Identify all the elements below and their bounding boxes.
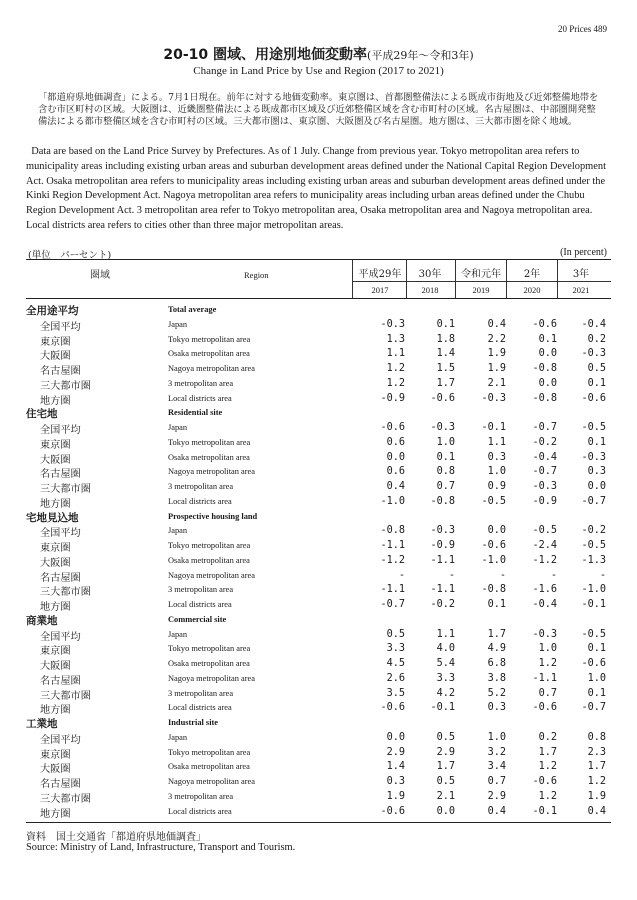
table-cell: 1.0: [487, 731, 506, 743]
source-ja: 資料 国土交通省「都道府県地価調査」: [26, 832, 206, 843]
table-cell: -: [599, 569, 606, 581]
header-year-en: 2020: [523, 285, 541, 295]
header-year-ja: 2年: [523, 269, 541, 280]
table-cell: -0.2: [430, 599, 455, 610]
table-cell: 0.5: [587, 363, 606, 374]
table-cell: -0.7: [581, 495, 606, 507]
table-row: [26, 465, 611, 480]
section-label-ja: 住宅地: [26, 408, 58, 421]
table-cell: -0.8: [481, 584, 506, 596]
row-label-ja: 名古屋圏: [40, 366, 81, 377]
header-column-divider: [455, 260, 456, 298]
section-header-row: [26, 613, 611, 628]
table-cell: -0.1: [532, 805, 557, 817]
row-label-ja: 地方圏: [40, 705, 71, 717]
table-cell: 0.9: [487, 481, 506, 492]
table-cell: 0.3: [587, 466, 606, 478]
table-cell: 0.0: [386, 731, 405, 743]
table-row: [26, 421, 611, 436]
table-cell: 1.2: [538, 761, 557, 773]
row-label-ja: 東京圏: [40, 543, 71, 554]
table-cell: -0.1: [430, 702, 455, 714]
table-cell: 1.9: [487, 363, 506, 374]
table-cell: 1.8: [436, 333, 455, 345]
table-row: [26, 657, 611, 672]
table-row: [26, 539, 611, 554]
row-label-en: Tokyo metropolitan area: [168, 747, 251, 757]
table-cell: 0.7: [487, 776, 506, 787]
table-cell: -0.7: [532, 466, 557, 478]
section-label-en: Commercial site: [168, 614, 227, 624]
table-row: [26, 392, 611, 407]
table-row: [26, 746, 611, 761]
row-label-en: Tokyo metropolitan area: [168, 334, 251, 344]
row-label-ja: 三大都市圏: [40, 793, 91, 805]
row-label-en: Japan: [168, 732, 188, 742]
table-row: [26, 569, 611, 584]
header-year-ja: 30年: [418, 269, 442, 280]
table-cell: 1.9: [587, 790, 606, 802]
table-cell: -0.6: [581, 392, 606, 404]
row-label-en: Japan: [168, 629, 188, 639]
section-label-ja: 商業地: [26, 614, 58, 627]
table-cell: 4.2: [436, 687, 455, 699]
table-cell: 3.2: [487, 746, 506, 758]
table-cell: 0.2: [587, 333, 606, 345]
table-cell: -0.6: [581, 658, 606, 669]
table-cell: 3.3: [386, 643, 405, 655]
running-head: 20 Prices 489: [558, 24, 607, 34]
table-row: [26, 760, 611, 775]
table-cell: -0.6: [532, 776, 557, 787]
table-cell: -0.9: [430, 540, 455, 551]
table-cell: 1.7: [487, 628, 506, 640]
table-cell: -0.6: [380, 422, 405, 433]
table-cell: 3.5: [386, 687, 405, 699]
table-cell: 3.4: [487, 761, 506, 773]
row-label-ja: 全国平均: [40, 321, 81, 333]
table-cell: 1.7: [436, 761, 455, 773]
table-cell: 2.9: [386, 746, 405, 758]
table-cell: -0.7: [581, 702, 606, 714]
table-row: [26, 495, 611, 510]
row-label-ja: 東京圏: [40, 336, 71, 348]
table-cell: 0.0: [436, 805, 455, 817]
table-cell: 0.3: [386, 776, 405, 787]
table-cell: 0.1: [587, 377, 606, 389]
table-cell: 1.7: [587, 761, 606, 773]
table-cell: -0.3: [581, 451, 606, 463]
table-cell: -1.1: [380, 540, 405, 551]
row-label-en: 3 metropolitan area: [168, 482, 234, 491]
row-label-en: Osaka metropolitan area: [168, 659, 250, 668]
table-cell: 0.0: [538, 377, 557, 389]
table-row: [26, 790, 611, 805]
table-cell: 4.9: [487, 643, 506, 655]
table-cell: -0.9: [380, 392, 405, 404]
table-cell: -0.7: [532, 422, 557, 433]
section-label-ja: 全用途平均: [26, 305, 79, 317]
header-column-divider: [406, 260, 407, 298]
table-cell: -: [499, 569, 506, 581]
table-cell: -1.1: [430, 554, 455, 566]
table-cell: 0.7: [436, 481, 455, 492]
row-label-en: 3 metropolitan area: [168, 688, 234, 698]
table-cell: -1.1: [532, 672, 557, 684]
table-cell: 0.1: [587, 643, 606, 655]
table-cell: -0.3: [581, 348, 606, 360]
table-cell: -: [550, 569, 557, 581]
table-header-rule: [26, 298, 611, 299]
row-label-ja: 東京圏: [40, 439, 71, 451]
header-year-en: 2017: [371, 285, 389, 295]
table-cell: -0.6: [532, 702, 557, 714]
table-cell: -1.0: [380, 495, 405, 507]
row-label-en: Japan: [168, 423, 188, 432]
row-label-en: Osaka metropolitan area: [168, 762, 250, 772]
row-label-ja: 地方圏: [40, 808, 71, 820]
row-label-ja: 名古屋圏: [40, 675, 81, 687]
table-row: [26, 672, 611, 687]
row-label-en: Local districts area: [168, 393, 232, 403]
table-cell: 1.7: [436, 377, 455, 389]
row-label-ja: 大阪圏: [40, 557, 71, 569]
header-year-ja: 平成29年: [358, 269, 402, 280]
table-row: [26, 642, 611, 657]
unit-en: (In percent): [560, 247, 607, 258]
unit-ja: (単位 パーセント): [28, 250, 112, 261]
row-label-en: Japan: [168, 319, 188, 329]
table-cell: 0.0: [386, 451, 405, 463]
table-cell: -1.6: [532, 584, 557, 596]
table-cell: 0.1: [587, 687, 606, 699]
table-cell: 2.2: [487, 333, 506, 345]
table-cell: 5.2: [487, 687, 506, 699]
section-header-row: [26, 510, 611, 525]
table-cell: 0.4: [587, 805, 606, 817]
section-label-ja: 宅地見込地: [26, 511, 79, 524]
table-title-ja: 20-10 圏域、用途別地価変動率: [163, 47, 368, 63]
table-cell: -1.0: [481, 554, 506, 566]
table-cell: -0.9: [532, 495, 557, 507]
row-label-ja: 三大都市圏: [40, 484, 91, 495]
table-cell: 0.1: [487, 599, 506, 610]
table-cell: 0.1: [538, 333, 557, 345]
table-cell: 0.1: [587, 436, 606, 448]
table-cell: 0.1: [436, 451, 455, 463]
table-cell: 2.1: [487, 377, 506, 389]
table-row: [26, 701, 611, 716]
table-cell: 1.1: [487, 436, 506, 448]
table-cell: 1.3: [386, 333, 405, 345]
header-year-ja: 令和元年: [461, 269, 501, 280]
table-cell: 1.9: [386, 790, 405, 802]
table-row: [26, 347, 611, 362]
row-label-en: Japan: [168, 526, 188, 536]
row-label-en: Nagoya metropolitan area: [168, 673, 255, 683]
table-cell: -0.6: [380, 805, 405, 817]
table-cell: 3.8: [487, 672, 506, 684]
table-row: [26, 377, 611, 392]
table-row: [26, 554, 611, 569]
table-row: [26, 318, 611, 333]
row-label-en: Local districts area: [168, 600, 232, 609]
table-cell: -0.3: [430, 525, 455, 537]
table-cell: 1.7: [538, 746, 557, 758]
table-cell: 1.2: [538, 790, 557, 802]
table-cell: 0.4: [487, 805, 506, 817]
table-cell: 0.3: [487, 451, 506, 463]
row-label-ja: 大阪圏: [40, 454, 71, 466]
table-cell: 6.8: [487, 658, 506, 669]
row-label-en: 3 metropolitan area: [168, 791, 234, 801]
table-cell: -0.1: [481, 422, 506, 433]
table-cell: -0.2: [581, 525, 606, 537]
section-header-row: [26, 406, 611, 421]
header-column-divider: [352, 260, 353, 298]
row-label-ja: 全国平均: [40, 528, 81, 540]
table-cell: 2.1: [436, 790, 455, 802]
table-top-rule: [26, 259, 611, 260]
row-label-en: Osaka metropolitan area: [168, 555, 250, 565]
table-cell: 4.5: [386, 658, 405, 669]
table-cell: -0.1: [581, 599, 606, 610]
table-cell: -0.3: [430, 422, 455, 433]
table-cell: 2.9: [436, 746, 455, 758]
table-cell: 2.3: [587, 746, 606, 758]
header-region-en: Region: [244, 270, 269, 280]
table-title: [0, 44, 637, 64]
table-cell: 0.5: [436, 776, 455, 787]
table-cell: 0.8: [587, 731, 606, 743]
header-region-ja: 圏域: [90, 270, 110, 281]
row-label-en: 3 metropolitan area: [168, 585, 234, 595]
table-cell: 1.2: [587, 776, 606, 787]
row-label-ja: 地方圏: [40, 602, 71, 613]
section-label-ja: 工業地: [26, 718, 58, 730]
table-cell: -1.1: [380, 584, 405, 596]
table-cell: 0.6: [386, 436, 405, 448]
table-cell: 1.0: [487, 466, 506, 478]
table-cell: -0.3: [380, 318, 405, 330]
section-label-en: Total average: [168, 305, 217, 314]
row-label-ja: 大阪圏: [40, 351, 71, 363]
row-label-ja: 名古屋圏: [40, 779, 81, 790]
table-cell: 0.0: [538, 348, 557, 360]
table-cell: 1.2: [386, 377, 405, 389]
row-label-en: Nagoya metropolitan area: [168, 570, 255, 580]
table-cell: -0.4: [581, 318, 606, 330]
table-cell: -0.6: [380, 702, 405, 714]
row-label-ja: 大阪圏: [40, 661, 71, 672]
row-label-en: Nagoya metropolitan area: [168, 467, 255, 477]
section-header-row: [26, 716, 611, 731]
table-row: [26, 805, 611, 820]
row-label-ja: 大阪圏: [40, 764, 71, 776]
table-cell: 5.4: [436, 658, 455, 669]
table-cell: -1.1: [430, 584, 455, 596]
table-cell: 1.2: [538, 658, 557, 669]
table-cell: 1.1: [386, 348, 405, 360]
row-label-en: Osaka metropolitan area: [168, 349, 250, 359]
note-en: [26, 145, 606, 234]
table-cell: 2.9: [487, 790, 506, 802]
table-cell: -0.2: [532, 436, 557, 448]
table-row: [26, 436, 611, 451]
table-cell: -0.8: [532, 392, 557, 404]
header-column-divider: [506, 260, 507, 298]
row-label-en: Local districts area: [168, 496, 232, 506]
table-cell: -0.5: [532, 525, 557, 537]
table-cell: 0.0: [587, 481, 606, 492]
header-year-en: 2021: [572, 285, 590, 295]
table-cell: -0.8: [532, 363, 557, 374]
table-cell: 0.6: [386, 466, 405, 478]
table-row: [26, 451, 611, 466]
table-cell: -0.6: [481, 540, 506, 551]
table-cell: -2.4: [532, 540, 557, 551]
row-label-ja: 全国平均: [40, 734, 81, 746]
row-label-ja: 三大都市圏: [40, 690, 91, 702]
table-cell: 0.2: [538, 731, 557, 743]
header-column-divider: [557, 260, 558, 298]
section-label-en: Residential site: [168, 408, 223, 418]
header-year-en: 2018: [421, 285, 439, 295]
table-cell: 1.0: [587, 672, 606, 684]
table-title-period: (平成29年～令和3年): [367, 49, 474, 62]
table-cell: 3.3: [436, 672, 455, 684]
table-cell: -: [448, 569, 455, 581]
table-cell: -0.8: [430, 495, 455, 507]
table-cell: 1.5: [436, 363, 455, 374]
table-cell: 1.2: [386, 363, 405, 374]
table-cell: -1.2: [380, 554, 405, 566]
table-cell: -0.6: [532, 318, 557, 330]
table-row: [26, 731, 611, 746]
row-label-en: Local districts area: [168, 806, 232, 816]
table-row: [26, 480, 611, 495]
table-cell: 0.5: [386, 628, 405, 640]
table-cell: 1.4: [436, 348, 455, 360]
table-cell: -1.3: [581, 554, 606, 566]
row-label-ja: 名古屋圏: [40, 469, 81, 481]
note-ja: 「都道府県地価調査」による。7月1日現在。前年に対する地価変動率。東京圏は、首都圏整備法による既成市街地及び近郊整備地帯を含む市区町村の区域。大阪圏は、近畿圏整備法による既成都市区域及び近郊整備区域を含む市町村の区域。名古屋圏は、中部圏開発整備法による都市整備区域を含む市町村の区域。三大都市圏は、東京圏、大阪圏及び名古屋圏。地方圏は、三大都市圏を除く地域。: [38, 92, 599, 128]
table-row: [26, 598, 611, 613]
table-row: [26, 775, 611, 790]
row-label-ja: 全国平均: [40, 425, 81, 436]
table-row: [26, 583, 611, 598]
section-label-en: Prospective housing land: [168, 511, 258, 521]
table-cell: -1.2: [532, 554, 557, 566]
table-cell: 0.4: [487, 318, 506, 330]
row-label-en: Osaka metropolitan area: [168, 452, 250, 462]
table-cell: 1.0: [538, 643, 557, 655]
header-year-en: 2019: [472, 285, 490, 295]
header-year-divider: [352, 281, 611, 282]
table-row: [26, 333, 611, 348]
table-cell: -0.3: [532, 481, 557, 492]
row-label-ja: 三大都市圏: [40, 587, 91, 599]
table-cell: -0.7: [380, 599, 405, 610]
table-cell: 1.1: [436, 628, 455, 640]
row-label-en: Nagoya metropolitan area: [168, 364, 255, 373]
row-label-en: 3 metropolitan area: [168, 378, 234, 388]
row-label-ja: 地方圏: [40, 395, 71, 407]
section-label-en: Industrial site: [168, 718, 219, 727]
row-label-ja: 東京圏: [40, 749, 71, 761]
row-label-en: Tokyo metropolitan area: [168, 437, 251, 447]
table-cell: 0.8: [436, 466, 455, 478]
table-cell: -0.6: [430, 392, 455, 404]
table-cell: 0.4: [386, 481, 405, 492]
table-cell: -0.5: [481, 495, 506, 507]
table-bottom-rule: [26, 822, 611, 823]
source-en: Source: Ministry of Land, Infrastructure, Transport and Tourism.: [26, 842, 296, 853]
table-cell: -: [398, 569, 405, 581]
row-label-en: Nagoya metropolitan area: [168, 777, 255, 786]
table-cell: 0.3: [487, 702, 506, 714]
note-en-text: Data are based on the Land Price Survey by Prefectures. As of 1 July. Change from previous year. Tokyo metropolitan area refers to municipality areas including existing urban areas and suburban development areas defined under the National Capital Region Development Act. Osaka metropolitan area refers to municipality areas including existing urban areas and suburban development areas defined under the Kinki Region Development Act. Nagoya metropolitan area refers to municipality areas including urban areas defined under the Chubu Region Development Act. 3 metropolitan area refer to Tokyo metropolitan area, Osaka metropolitan area and Nagoya metropolitan area. Local districts area refers to cities other than three major metropolitan areas.: [26, 146, 606, 231]
row-label-ja: 東京圏: [40, 646, 71, 658]
row-label-en: Local districts area: [168, 703, 232, 713]
table-row: [26, 524, 611, 539]
table-cell: 1.9: [487, 348, 506, 360]
table-row: [26, 362, 611, 377]
table-cell: -1.0: [581, 584, 606, 596]
table-cell: -0.5: [581, 628, 606, 640]
table-cell: 1.0: [436, 436, 455, 448]
table-cell: -0.4: [532, 599, 557, 610]
table-cell: 0.7: [538, 687, 557, 699]
row-label-en: Tokyo metropolitan area: [168, 644, 251, 654]
table-cell: -0.8: [380, 525, 405, 537]
table-cell: 0.1: [436, 318, 455, 330]
table-cell: -0.5: [581, 540, 606, 551]
row-label-en: Tokyo metropolitan area: [168, 541, 251, 550]
table-row: [26, 687, 611, 702]
table-cell: 1.4: [386, 761, 405, 773]
table-cell: 2.6: [386, 672, 405, 684]
header-year-ja: 3年: [572, 269, 590, 280]
row-label-ja: 全国平均: [40, 631, 81, 643]
table-cell: -0.5: [581, 422, 606, 433]
row-label-ja: 地方圏: [40, 498, 71, 510]
table-title-en: Change in Land Price by Use and Region (2017 to 2021): [193, 65, 444, 77]
row-label-ja: 三大都市圏: [40, 380, 91, 392]
table-row: [26, 628, 611, 643]
table-cell: -0.3: [481, 392, 506, 404]
section-header-row: [26, 303, 611, 318]
table-cell: 4.0: [436, 643, 455, 655]
table-cell: 0.5: [436, 731, 455, 743]
table-cell: 0.0: [487, 525, 506, 537]
table-cell: -0.3: [532, 628, 557, 640]
table-cell: -0.4: [532, 451, 557, 463]
row-label-ja: 名古屋圏: [40, 572, 81, 584]
